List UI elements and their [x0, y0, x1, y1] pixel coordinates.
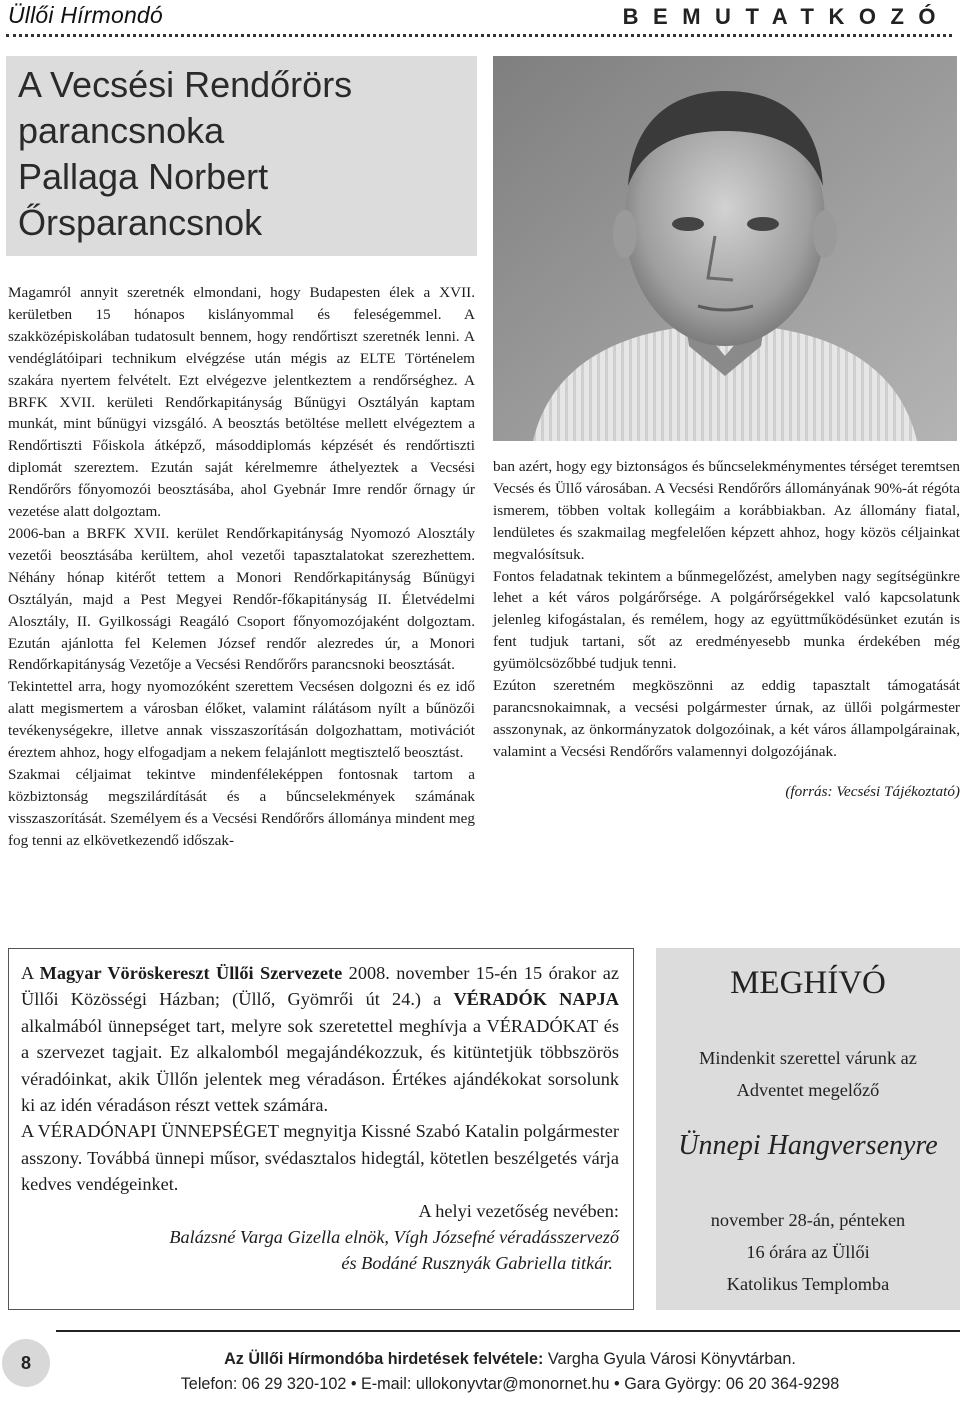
invitation-event-title: Ünnepi Hangversenyre	[678, 1130, 938, 1161]
organization-name: Magyar Vöröskereszt Üllői Szervezete	[39, 963, 343, 983]
article-paragraph: 2006-ban a BRFK XVII. kerület Rendőrkapitányság Nyomozó Alosztály vezetői beosztásába kerültem, ahol vezetői tapasztalatokat szerezhettem. Néhány hónap kitérőt tettem a Monori Rendőrkapitányság Bűnügyi Osztályán, majd a Pest Megyei Rendőr-főkapitányság II. Életvédelmi Alosztály, II. Gyilkossági Reagáló Csoport főnyomozójaként dolgoztam. Ezután ajánlotta fel Kelemen József rendőr alezredes úr, a Monori Rendőrkapitányság Vezetője a Vecsési Rendőrőrs parancsnoki beosztását.	[8, 524, 475, 674]
portrait-photo	[493, 56, 957, 441]
invitation-box	[656, 948, 960, 1310]
newspaper-title-second: Hírmondó	[60, 2, 163, 28]
blood-donor-announcement	[8, 948, 634, 1310]
article-paragraph: Fontos feladatnak tekintem a bűnmegelőzést, amelyben nagy segítségünkre lehet a két város polgárőrsége. A polgárőrségekkel való kapcsolatunk jelenleg kifogástalan, és remélem, hogy az együttműködésünket ezután is fent tudjuk tartani, sőt az eredményesebb munka érdekében még gyümölcsözőbbé tudjuk tenni.	[493, 567, 960, 673]
article-title-line: parancsnoka	[18, 110, 225, 151]
announcement-paragraph: A VÉRADÓNAPI ÜNNEPSÉGET megnyitja Kissné Szabó Katalin polgármester asszony. Továbbá ünnepi műsor, svédasztalos hidegtál, kötetlen beszélgetés várja kedves vendégeinket.	[21, 1121, 619, 1195]
page-number: 8	[2, 1339, 50, 1387]
article-paragraph: Magamról annyit szeretnék elmondani, hogy Budapesten élek a XVII. kerületben 15 hónapos kislányommal és feleségemmel. A szakközépiskolában tudatosult bennem, hogy rendőrtiszt szeretnék lenni. A vendéglátóipari technikum elvégzése után mégis az ELTE Történelem szakára nyertem felvételt. Ezt elvégezve jelentkeztem a rendőrséghez. A BRFK XVII. kerületi Rendőrkapitányság Bűnügyi Osztályán kaptam munkát, mint bűnügyi vizsgáló. A beosztás betöltése mellett elvégeztem a Rendőrtiszti Főiskola átképző, másoddiplomás képzését és rendőrtiszti diplomát szereztem. Ezután saját kérelmemre áthelyeztek a Vecsési Rendőrőrs főnyomozói beosztásába, ahol Gyebnár Imre rendőr őrnagy úr vezetése alatt dolgoztam.	[8, 284, 475, 521]
invitation-line: november 28-án, pénteken	[710, 1210, 906, 1230]
article-paragraph: Tekintettel arra, hogy nyomozóként szerettem Vecsésen dolgozni és ez idő alatt megismertem a városban élőket, valamint rálátásom nyílt a bűnözői tevékenységekre, illetve annak visszaszorításán dolgozhattam, motivációt éreztem ahhoz, hogy elfogadjam a nekem felajánlott megtisztelő beosztást.	[8, 678, 475, 762]
event-name: VÉRADÓK NAPJA	[453, 989, 619, 1010]
article-title-line: Őrsparancsnok	[18, 202, 263, 243]
invitation-line: 16 órára az Üllői	[746, 1242, 870, 1262]
article-paragraph: ban azért, hogy egy biztonságos és bűncselekménymentes térséget teremtsen Vecsés és Üllő városában. A Vecsési Rendőrőrs állományának 90%-át régóta ismerem, többen voltak kollegáim a korábbiakban. Az állomány fiatal, lendületes és szakmailag megfelelően képzett ahhoz, hogy közös céljainkat megvalósítsuk.	[493, 458, 960, 563]
article-title-box	[6, 56, 477, 256]
footer-rule	[56, 1330, 960, 1332]
invitation-title: MEGHÍVÓ	[730, 965, 886, 1001]
text-run: alkalmából ünnepséget tart, melyre sok szeretettel meghívja a VÉRADÓKAT és a szervezet tagjait. Ez alkalomból megajándékozzuk, és kitüntetjük többszörös véradóinkat, akik Üllőn jelentek meg véradáson. Értékes ajándékokat sorsolunk ki az idén véradáson részt vettek számára.	[21, 1015, 619, 1116]
article-title-line: Pallaga Norbert	[18, 156, 269, 197]
masthead	[0, 0, 960, 44]
article-right-column	[493, 456, 960, 803]
masthead-dotted-rule	[6, 34, 952, 37]
signature-line: és Bodáné Rusznyák Gabriella titkár.	[341, 1253, 613, 1274]
invitation-line: Mindenkit szerettel várunk az	[699, 1048, 917, 1068]
footer-ad-line	[60, 1350, 960, 1369]
article-left-column	[8, 282, 475, 852]
footer-contact-line: Telefon: 06 29 320-102 • E-mail: ullokonyvtar@monornet.hu • Gara György: 06 20 364-9298	[180, 1375, 840, 1393]
article-paragraph: Ezúton szeretném megköszönni az eddig tapasztalt támogatását parancsnokaimnak, a vecsési polgármester úrnak, az üllői polgármester asszonynak, az önkormányzatok dolgozóinak, a két város állampolgárainak, valamint a Vecsési Rendőrőrs valamennyi dolgozójának.	[493, 677, 960, 760]
signature-line: Balázsné Varga Gizella elnök, Vígh Józsefné véradásszervező	[169, 1227, 619, 1248]
section-label: BEMUTATKOZÓ	[622, 4, 950, 29]
signature-intro: A helyi vezetőség nevében:	[418, 1200, 619, 1221]
article-source: (forrás: Vecsési Tájékoztató)	[785, 782, 960, 800]
article-paragraph: Szakmai céljaimat tekintve mindenféleképpen fontosnak tartom a közbiztonság megszilárdítását és a bűncselekmények számának visszaszorítását. Személyem és a Vecsési Rendőrőrs állománya mindent meg fog tenni az elkövetkezendő időszak-	[8, 765, 475, 849]
newspaper-title-first: Üllői	[8, 2, 54, 28]
text-run: A	[21, 963, 40, 983]
invitation-line: Katolikus Templomba	[726, 1274, 890, 1294]
footer-ad-label: Az Üllői Hírmondóba hirdetések felvétele:	[224, 1350, 544, 1368]
announcement-paragraph	[21, 960, 619, 1118]
invitation-line: Adventet megelőző	[736, 1080, 880, 1100]
footer-ad-text: Vargha Gyula Városi Könyvtárban.	[543, 1350, 796, 1368]
portrait-illustration	[493, 56, 957, 441]
blood-donor-text	[21, 960, 619, 1277]
newspaper-title	[8, 2, 163, 29]
page-footer	[0, 1330, 960, 1413]
article-title-line: A Vecsési Rendőrörs	[18, 64, 353, 105]
text-run: 2008. november 15-én 15 órakor az Üllői Közösségi Házban; (Üllő, Gyömrői út 24.) a	[21, 963, 619, 1010]
